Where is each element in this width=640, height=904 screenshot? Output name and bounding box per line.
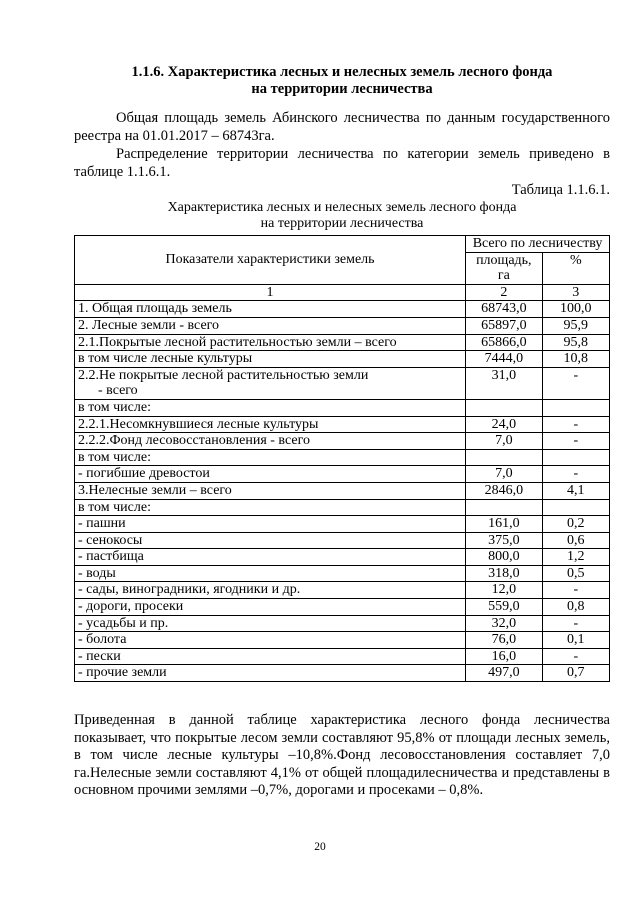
row-area: 65897,0 (466, 317, 543, 334)
row-area: 32,0 (466, 615, 543, 632)
row-label: - погибшие древостои (75, 466, 466, 483)
row-label: 2.2.2.Фонд лесовосстановления - всего (75, 433, 466, 450)
table-row (75, 449, 610, 466)
row-percent: 0,8 (542, 599, 609, 616)
section-title-line2: на территории лесничества (251, 81, 433, 97)
table-caption (74, 200, 610, 232)
row-area: 31,0 (466, 367, 543, 399)
row-percent: 1,2 (542, 549, 609, 566)
row-percent: 95,8 (542, 334, 609, 351)
land-characteristics-table (74, 235, 610, 682)
row-label-line2: - всего (98, 383, 138, 399)
row-area: 65866,0 (466, 334, 543, 351)
row-area: 375,0 (466, 532, 543, 549)
table-row (75, 615, 610, 632)
table-row (75, 599, 610, 616)
header-area: площадь, га (466, 252, 543, 284)
header-num-3: 3 (542, 284, 609, 301)
header-percent: % (542, 252, 609, 284)
table-row (75, 466, 610, 483)
row-area: 7444,0 (466, 351, 543, 368)
row-label: - сенокосы (75, 532, 466, 549)
row-percent: - (542, 648, 609, 665)
row-label (75, 367, 466, 399)
row-percent: - (542, 466, 609, 483)
row-label: в том числе: (75, 449, 466, 466)
row-label-line1: 2.2.Не покрытые лесной растительностью земли (78, 367, 369, 383)
table-row (75, 301, 610, 318)
row-label: - прочие земли (75, 665, 466, 682)
row-label: - дороги, просеки (75, 599, 466, 616)
section-title (74, 64, 610, 98)
row-percent: 95,9 (542, 317, 609, 334)
row-area: 24,0 (466, 416, 543, 433)
row-label: в том числе: (75, 499, 466, 516)
table-row (75, 516, 610, 533)
row-percent: 0,5 (542, 565, 609, 582)
table-label: Таблица 1.1.6.1. (511, 182, 610, 198)
row-area: 559,0 (466, 599, 543, 616)
row-label: - пески (75, 648, 466, 665)
table-body (75, 236, 610, 682)
table-row (75, 317, 610, 334)
row-percent: 0,7 (542, 665, 609, 682)
row-label: - воды (75, 565, 466, 582)
table-row (75, 416, 610, 433)
header-indicators: Показатели характеристики земель (75, 236, 466, 285)
row-percent: - (542, 615, 609, 632)
table-row (75, 565, 610, 582)
row-label: 2.1.Покрытые лесной растительностью земли – всего (75, 334, 466, 351)
row-area: 497,0 (466, 665, 543, 682)
row-percent: - (542, 582, 609, 599)
page-number: 20 (314, 841, 326, 853)
row-percent (542, 499, 609, 516)
row-label: 2.2.1.Несомкнувшиеся лесные культуры (75, 416, 466, 433)
row-area: 16,0 (466, 648, 543, 665)
row-area (466, 399, 543, 416)
row-percent (542, 449, 609, 466)
row-area: 161,0 (466, 516, 543, 533)
table-row (75, 334, 610, 351)
row-label: 2. Лесные земли - всего (75, 317, 466, 334)
table-row (75, 549, 610, 566)
row-area: 800,0 (466, 549, 543, 566)
row-label: - пастбища (75, 549, 466, 566)
row-percent: - (542, 416, 609, 433)
table-row (75, 351, 610, 368)
table-caption-line1: Характеристика лесных и нелесных земель лесного фонда (167, 200, 517, 215)
row-percent: 100,0 (542, 301, 609, 318)
row-label: 1. Общая площадь земель (75, 301, 466, 318)
row-area (466, 499, 543, 516)
row-percent: 0,2 (542, 516, 609, 533)
row-label: в том числе: (75, 399, 466, 416)
table-row (75, 665, 610, 682)
header-group: Всего по лесничеству (466, 236, 610, 253)
row-label: в том числе лесные культуры (75, 351, 466, 368)
row-label: - сады, виноградники, ягодники и др. (75, 582, 466, 599)
row-area: 7,0 (466, 466, 543, 483)
row-area: 318,0 (466, 565, 543, 582)
row-area: 7,0 (466, 433, 543, 450)
row-area (466, 449, 543, 466)
row-percent: 0,1 (542, 632, 609, 649)
table-row (75, 399, 610, 416)
row-percent: 10,8 (542, 351, 609, 368)
intro-paragraph-2: Распределение территории лесничества по категории земель приведено в таблице 1.1.6.1. (74, 146, 610, 180)
row-area: 68743,0 (466, 301, 543, 318)
table-row (75, 632, 610, 649)
row-area: 2846,0 (466, 482, 543, 499)
table-row (75, 367, 610, 399)
row-area: 76,0 (466, 632, 543, 649)
row-percent: - (542, 433, 609, 450)
table-caption-line2: на территории лесничества (260, 216, 424, 231)
table-row (75, 499, 610, 516)
row-label: 3.Нелесные земли – всего (75, 482, 466, 499)
row-percent: 0,6 (542, 532, 609, 549)
table-row (75, 532, 610, 549)
header-num-2: 2 (466, 284, 543, 301)
table-header-row (75, 236, 610, 253)
header-num-1: 1 (75, 284, 466, 301)
conclusion-paragraph: Приведенная в данной таблице характеристика лесного фонда лесничества показывает, что покрытые лесом земли составляют 95,8% от площади лесных земель, в том числе лесные культуры –10,8%.Фонд лесовосстановления составляет 7,0 га.Нелесные земли составляют 4,1% от общей площадилесничества и представлены в основном прочими землями –0,7%, дорогами и просеками – 0,8%. (74, 712, 610, 798)
row-label: - болота (75, 632, 466, 649)
table-row (75, 433, 610, 450)
row-percent: 4,1 (542, 482, 609, 499)
table-row (75, 482, 610, 499)
intro-paragraph-1: Общая площадь земель Абинского лесничества по данным государственного реестра на 01.01.2017 – 68743га. (74, 110, 610, 144)
table-row (75, 582, 610, 599)
row-percent: - (542, 367, 609, 399)
row-percent (542, 399, 609, 416)
row-label: - усадьбы и пр. (75, 615, 466, 632)
table-numbering-row (75, 284, 610, 301)
table-row (75, 648, 610, 665)
row-label: - пашни (75, 516, 466, 533)
row-area: 12,0 (466, 582, 543, 599)
section-title-line1: 1.1.6. Характеристика лесных и нелесных земель лесного фонда (131, 64, 553, 80)
